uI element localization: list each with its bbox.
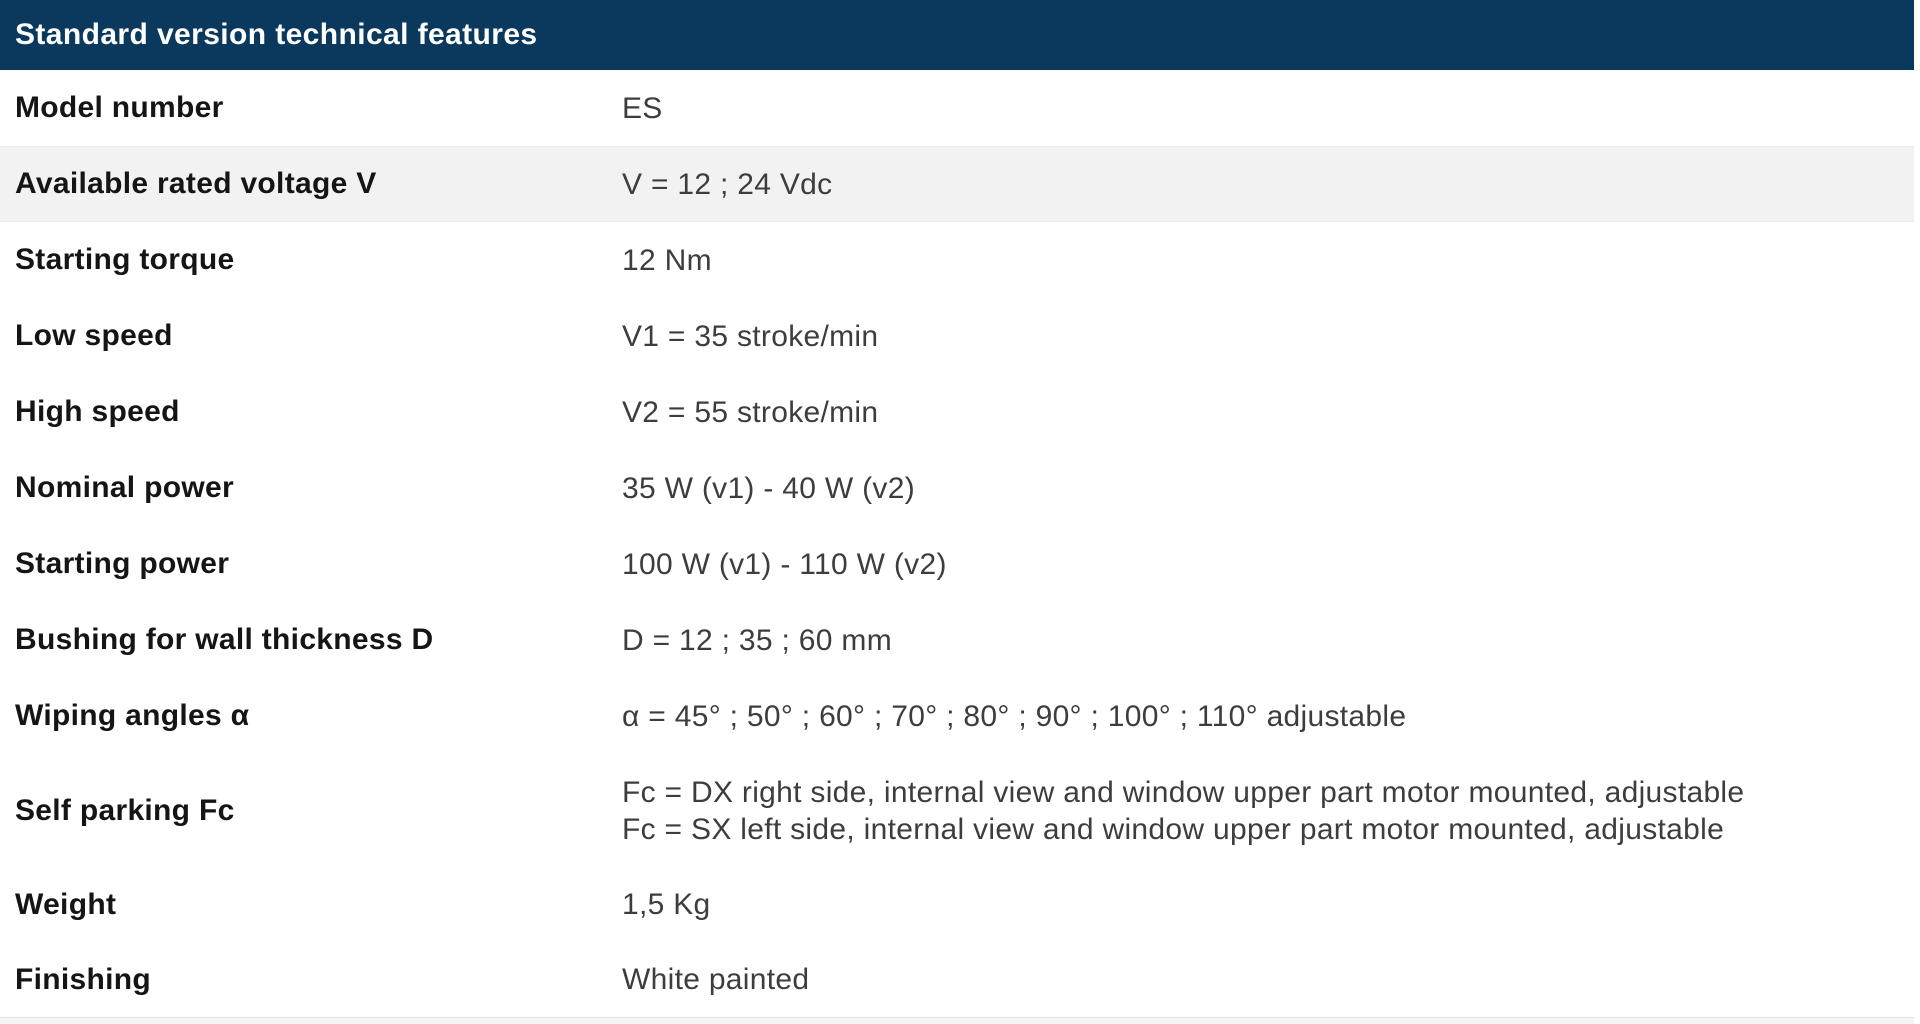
row-value-line: ES bbox=[622, 91, 663, 125]
row-label: Model number bbox=[15, 91, 224, 124]
table-row bbox=[0, 942, 1914, 1017]
table-bottom-divider bbox=[0, 1017, 1914, 1024]
row-label: Nominal power bbox=[15, 471, 234, 504]
table-row bbox=[0, 222, 1914, 298]
row-label: Wiping angles α bbox=[15, 699, 250, 732]
table-row bbox=[0, 450, 1914, 526]
table-row bbox=[0, 678, 1914, 754]
row-value bbox=[622, 166, 1914, 203]
row-value-line: 12 Nm bbox=[622, 243, 712, 277]
row-label: Starting power bbox=[15, 547, 230, 580]
row-value-line: 35 W (v1) - 40 W (v2) bbox=[622, 471, 915, 505]
row-label: Bushing for wall thickness D bbox=[15, 623, 434, 656]
row-value bbox=[622, 698, 1914, 735]
row-label: Weight bbox=[15, 887, 117, 921]
row-value-line: V1 = 35 stroke/min bbox=[622, 319, 879, 353]
row-label: High speed bbox=[15, 395, 180, 428]
table-row bbox=[0, 867, 1914, 942]
row-label: Low speed bbox=[15, 319, 173, 352]
table-row bbox=[0, 298, 1914, 374]
row-value bbox=[622, 622, 1914, 659]
row-value bbox=[622, 242, 1914, 279]
row-value-line: White painted bbox=[622, 963, 810, 996]
row-label: Self parking Fc bbox=[15, 793, 235, 827]
table-row bbox=[0, 526, 1914, 602]
row-value-line: V2 = 55 stroke/min bbox=[622, 395, 879, 429]
row-value bbox=[622, 394, 1914, 431]
table-row bbox=[0, 70, 1914, 146]
row-value bbox=[622, 546, 1914, 583]
row-value-line: Fc = SX left side, internal view and window upper part motor mounted, adjustable bbox=[622, 812, 1725, 846]
row-value-line: V = 12 ; 24 Vdc bbox=[622, 167, 833, 201]
row-value bbox=[622, 90, 1914, 127]
row-value bbox=[622, 774, 1914, 848]
table-header bbox=[0, 0, 1914, 70]
row-value-line: 1,5 Kg bbox=[622, 888, 711, 921]
row-value bbox=[622, 886, 1914, 923]
table-row bbox=[0, 374, 1914, 450]
row-label: Finishing bbox=[15, 962, 152, 996]
table-title: Standard version technical features bbox=[15, 18, 538, 51]
table-row bbox=[0, 754, 1914, 867]
table-row bbox=[0, 146, 1914, 222]
row-value bbox=[622, 470, 1914, 507]
row-label: Starting torque bbox=[15, 243, 235, 276]
row-value-line: 100 W (v1) - 110 W (v2) bbox=[622, 547, 947, 581]
row-label: Available rated voltage V bbox=[15, 167, 377, 200]
row-value bbox=[622, 961, 1914, 998]
row-value bbox=[622, 318, 1914, 355]
table-row bbox=[0, 602, 1914, 678]
row-value-line: D = 12 ; 35 ; 60 mm bbox=[622, 623, 892, 657]
row-value-line: Fc = DX right side, internal view and window upper part motor mounted, adjustable bbox=[622, 775, 1745, 809]
row-value-line: α = 45° ; 50° ; 60° ; 70° ; 80° ; 90° ; 100° ; 110° adjustable bbox=[622, 699, 1407, 733]
